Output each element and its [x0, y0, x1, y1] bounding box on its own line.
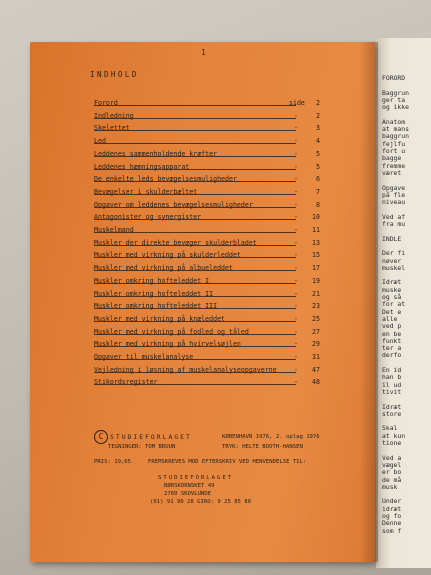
copyright-symbol: C — [94, 430, 108, 444]
toc-entry — [94, 365, 320, 375]
toc-entry-page: 10 — [312, 213, 320, 222]
toc-dash: - — [294, 302, 298, 311]
facing-page-line: han b — [382, 373, 402, 382]
toc-entry-title: Vejledning i løsning af muskelanalyseopgaverne — [94, 365, 277, 374]
toc-dash: - — [294, 327, 298, 336]
toc-entry — [94, 314, 320, 324]
facing-page-line: at kun — [382, 431, 406, 440]
facing-page-line: fra mu — [382, 220, 406, 228]
toc-entry-title: Indledning — [94, 111, 134, 120]
facing-page-line: store — [382, 409, 402, 418]
facing-page-line: på fle — [382, 190, 406, 199]
book-spine-shadow — [360, 42, 378, 562]
facing-page-line: Det e — [382, 307, 402, 316]
toc-entry-page: 25 — [312, 314, 320, 323]
facing-page-line: niveau — [382, 198, 406, 207]
toc-entry — [94, 200, 320, 210]
facing-page-line: Der fi — [382, 249, 406, 258]
facing-page-line: fort u — [382, 147, 406, 155]
toc-entry-page: 8 — [316, 200, 320, 209]
facing-page-line: il ud — [382, 380, 402, 389]
facing-page-line: tione — [382, 439, 402, 447]
toc-dash: - — [294, 353, 298, 361]
toc-entry — [94, 212, 320, 222]
toc-entry-title: Muskler med virkning på knæleddet — [94, 314, 226, 323]
address-city: 2760 SKOVLUNDE — [164, 491, 212, 497]
toc-entry-page: 19 — [312, 276, 320, 285]
facing-page-line: og fo — [382, 512, 402, 520]
toc-dash: - — [294, 365, 298, 374]
phone-giro: (01) 91 90 28 GIRO: 9 25 85 80 — [150, 499, 252, 505]
edition-line: KØBENHAVN 1976, 2. oplag 1976 — [222, 434, 320, 440]
toc-leader-line — [94, 105, 296, 106]
toc-dash: - — [294, 137, 298, 146]
facing-page-line: for at — [382, 300, 406, 309]
toc-entry-page: 4 — [316, 137, 320, 146]
toc-entry — [94, 250, 320, 260]
toc-entry-title: Muskler omkring hofteleddet III — [94, 302, 218, 311]
facing-page-line: Opgave — [382, 183, 406, 192]
facing-page-line: idræt — [382, 504, 402, 513]
toc-dash: - — [294, 340, 298, 349]
page-number: 1 — [201, 48, 206, 57]
toc-entry-page: 48 — [312, 378, 320, 387]
toc-entry-page: 2 — [316, 99, 320, 107]
toc-entry-page: 15 — [312, 251, 320, 260]
toc-entry-title: Muskler med virkning på albueleddet — [94, 264, 233, 273]
toc-dash: - — [294, 314, 298, 323]
facing-page-line: bagge — [382, 154, 402, 163]
toc-entry — [94, 162, 320, 172]
toc-entry-title: Muskler med virkning på hvirvelsøjlen — [94, 340, 241, 349]
toc-entry — [94, 123, 320, 133]
toc-entry-title: Bevægelser i skulderbæltet — [94, 187, 198, 196]
toc-entry-page: 7 — [316, 187, 320, 196]
toc-entry-title: Leddenes sammenholdende kræfter — [94, 149, 218, 158]
toc-entry-page: 23 — [312, 302, 320, 311]
toc-entry-page: 21 — [312, 289, 320, 298]
toc-entry-page: 27 — [312, 327, 320, 336]
toc-entry-page: 11 — [312, 226, 320, 234]
toc-entry-title: Muskler med virkning på skulderleddet — [94, 251, 241, 260]
toc-entry-title: Antagonister og synergister — [94, 213, 202, 222]
toc-entry — [94, 263, 320, 273]
facing-page-line: er bo — [382, 468, 402, 477]
facing-page-line: og ikke — [382, 103, 409, 112]
toc-entry-title: Stikordsregister — [94, 378, 158, 387]
toc-entry-page: 6 — [316, 175, 320, 184]
toc-dash: - — [294, 124, 298, 133]
facing-page-line: Denne — [382, 519, 402, 528]
toc-entry-page: 2 — [316, 111, 320, 120]
toc-entry-title: Muskler omkring hofteleddet I — [94, 276, 210, 285]
printer-credit: TRYK: HELTE BOOTH-HANSEN — [222, 444, 303, 450]
price-line: PRIS: 19,65 — [94, 459, 132, 465]
toc-entry-title: Muskler med virkning på fodled og tåled — [94, 327, 249, 336]
toc-entry — [94, 339, 320, 349]
toc-entry-title: Opgaver til muskelanalyse — [94, 353, 194, 361]
toc-entry — [94, 289, 320, 299]
toc-entry-title: Muskler der direkte bevæger skulderbladet — [94, 238, 257, 247]
toc-dash: - — [294, 175, 298, 184]
toc-entry — [94, 174, 320, 184]
facing-page-line: ter a — [382, 344, 402, 353]
toc-dash: - — [294, 251, 298, 260]
publisher-name: STUDIEFORLAGET — [110, 433, 192, 441]
toc-dash: - — [294, 200, 298, 209]
facing-page-line: tivit — [382, 387, 402, 396]
facing-page-line: funkt — [382, 336, 402, 345]
toc-entry-page: 5 — [316, 162, 320, 171]
toc-dash: - — [294, 111, 298, 120]
toc-entry-page: 29 — [312, 340, 320, 349]
toc-entry-page: 5 — [316, 149, 320, 158]
facing-page-line: FORORD — [382, 74, 406, 82]
facing-page-line: muskel — [382, 263, 406, 272]
facing-page-line: at mans — [382, 125, 409, 134]
toc-entry — [94, 136, 320, 146]
facing-page-line: INDLE — [382, 234, 402, 243]
toc-dash: - — [294, 264, 298, 273]
facing-page-line: fremme — [382, 161, 406, 170]
facing-page-line: En id — [382, 366, 402, 374]
toc-entry-title: Muskler omkring hofteleddet II — [94, 289, 214, 298]
facing-page-line: de må — [382, 475, 402, 484]
facing-page-line: vægel — [382, 460, 402, 469]
facing-page-line: baggrun — [382, 132, 409, 141]
facing-page-line: ger ta — [382, 95, 406, 104]
toc-entry-title: Forord — [94, 99, 118, 107]
facing-page-line: nøver — [382, 256, 402, 265]
facing-page-line: derfo — [382, 351, 402, 360]
side-label: side — [289, 99, 305, 107]
toc-entry-title: Muskelmand — [94, 226, 134, 234]
toc-dash: - — [294, 149, 298, 158]
facing-page-line: Anatom — [382, 117, 406, 126]
toc-entry-title: Leddenes hæmningsapparat — [94, 162, 190, 171]
toc-entry-title: Opgaver om leddenes bevægelsesmuligheder — [94, 200, 253, 209]
address-publisher: STUDIEFORLAGET — [158, 475, 234, 481]
toc-dash: - — [294, 213, 298, 222]
toc-entry — [94, 377, 320, 387]
toc-entry — [94, 111, 320, 121]
toc-dash: - — [294, 276, 298, 285]
toc-entry-page: 31 — [312, 353, 320, 361]
toc-dash: - — [294, 187, 298, 196]
toc-entry-page: 47 — [312, 365, 320, 374]
facing-page-line: alle — [382, 314, 398, 323]
toc-entry — [94, 187, 320, 197]
toc-dash: - — [294, 238, 298, 247]
toc-entry-title: Skelettet — [94, 124, 130, 133]
toc-entry — [94, 98, 320, 108]
toc-entry-page: 17 — [312, 264, 320, 273]
toc-entry — [94, 301, 320, 311]
illustrator-credit: TEGNINGER: TOM BRUUN — [108, 444, 176, 450]
facing-page-line: været — [382, 168, 402, 177]
facing-page-line: Idræt — [382, 402, 402, 411]
toc-entry — [94, 225, 320, 235]
toc-entry-title: Led — [94, 137, 106, 146]
toc-entry-page: 3 — [316, 124, 320, 133]
facing-page-line: Idræt — [382, 278, 402, 287]
toc-entry — [94, 238, 320, 248]
toc-entry — [94, 149, 320, 159]
toc-leader-line — [94, 143, 296, 144]
facing-page-line: Baggrun — [382, 88, 409, 97]
facing-page-line: fejlfu — [382, 139, 406, 148]
address-street: BØRSKORNSKET 49 — [164, 483, 215, 489]
contents-heading: INDHOLD — [90, 70, 139, 79]
toc-entry-title: De enkelte leds bevægelsesmuligheder — [94, 175, 237, 184]
facing-page-line: som f — [382, 526, 402, 535]
facing-page-line: en be — [382, 329, 402, 338]
toc-entry-page: 13 — [312, 238, 320, 247]
facing-page-line: muske — [382, 285, 402, 294]
toc-dash: - — [294, 226, 298, 234]
toc-entry — [94, 352, 320, 362]
order-notice: FREMSKREVES MOD EFTERSKRIV VED HENVENDELSE TIL: — [148, 459, 307, 465]
facing-page-line: musk — [382, 482, 398, 491]
toc-entry — [94, 276, 320, 286]
toc-dash: - — [294, 378, 298, 387]
toc-entry — [94, 327, 320, 337]
toc-dash: - — [294, 162, 298, 171]
facing-page-line: og så — [382, 293, 402, 301]
facing-page-line: Skal — [382, 424, 398, 433]
facing-page-line: Ved af — [382, 212, 406, 221]
toc-dash: - — [294, 289, 298, 298]
facing-page-line: ved p — [382, 322, 402, 331]
facing-page-line: Under — [382, 497, 402, 506]
facing-page-line: Ved a — [382, 453, 402, 462]
